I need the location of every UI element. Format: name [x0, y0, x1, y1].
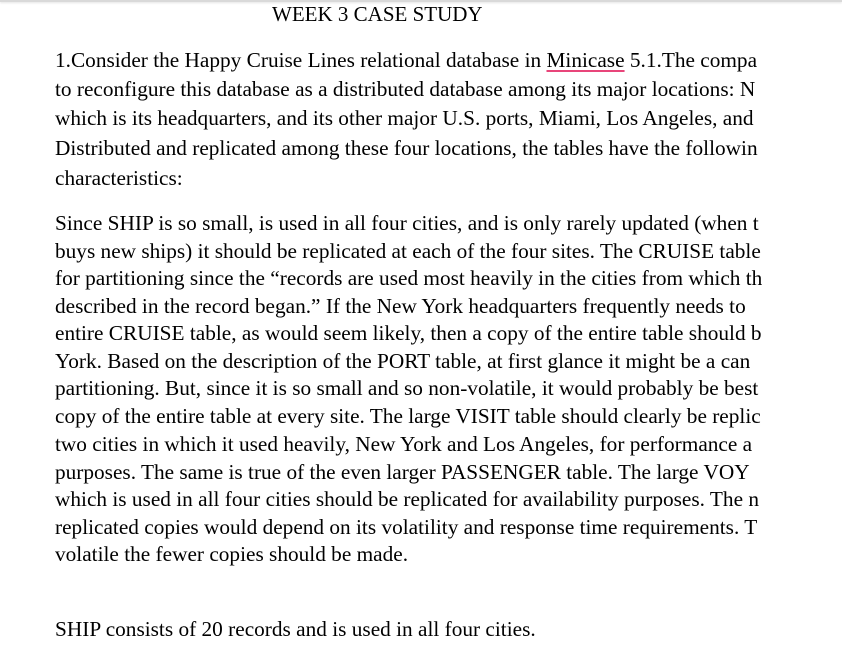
paragraph-line: entire CRUISE table, as would seem likely, then a copy of the entire table should b	[55, 321, 762, 345]
paragraph-line: which is its headquarters, and its other major U.S. ports, Miami, Los Angeles, and	[55, 106, 754, 130]
paragraph-line: to reconfigure this database as a distributed database among its major locations: N	[55, 77, 756, 101]
text-run: 5.1.The compa	[624, 48, 758, 72]
paragraph-line: copy of the entire table at every site. The large VISIT table should clearly be replic	[55, 404, 761, 428]
paragraph-line: York. Based on the description of the PORT table, at first glance it might be a can	[55, 349, 751, 373]
paragraph-line	[55, 47, 757, 73]
document-title: WEEK 3 CASE STUDY	[272, 2, 483, 26]
paragraph-line: two cities in which it used heavily, New York and Los Angeles, for performance a	[55, 432, 753, 456]
paragraph-line: partitioning. But, since it is so small and so non-volatile, it would probably be best	[55, 376, 759, 400]
paragraph-line: which is used in all four cities should be replicated for availability purposes. The n	[55, 487, 760, 511]
text-run: 1.Consider the Happy Cruise Lines relational database in	[55, 48, 547, 72]
paragraph-line: described in the record began.” If the New York headquarters frequently needs to	[55, 294, 746, 318]
paragraph-line: Since SHIP is so small, is used in all four cities, and is only rarely updated (when t	[55, 211, 759, 235]
spellcheck-flagged-word[interactable]: Minicase	[546, 48, 625, 72]
paragraph-line: characteristics:	[55, 166, 183, 190]
paragraph-line: volatile the fewer copies should be made.	[55, 542, 409, 566]
paragraph-line: Distributed and replicated among these four locations, the tables have the followin	[55, 136, 758, 160]
paragraph-line: SHIP consists of 20 records and is used in all four cities.	[55, 617, 536, 641]
paragraph-line: purposes. The same is true of the even larger PASSENGER table. The large VOY	[55, 460, 750, 484]
paragraph-line: replicated copies would depend on its volatility and response time requirements. T	[55, 515, 758, 539]
paragraph-line: for partitioning since the “records are used most heavily in the cities from which th	[55, 266, 763, 290]
paragraph-line: buys new ships) it should be replicated at each of the four sites. The CRUISE table	[55, 239, 761, 263]
